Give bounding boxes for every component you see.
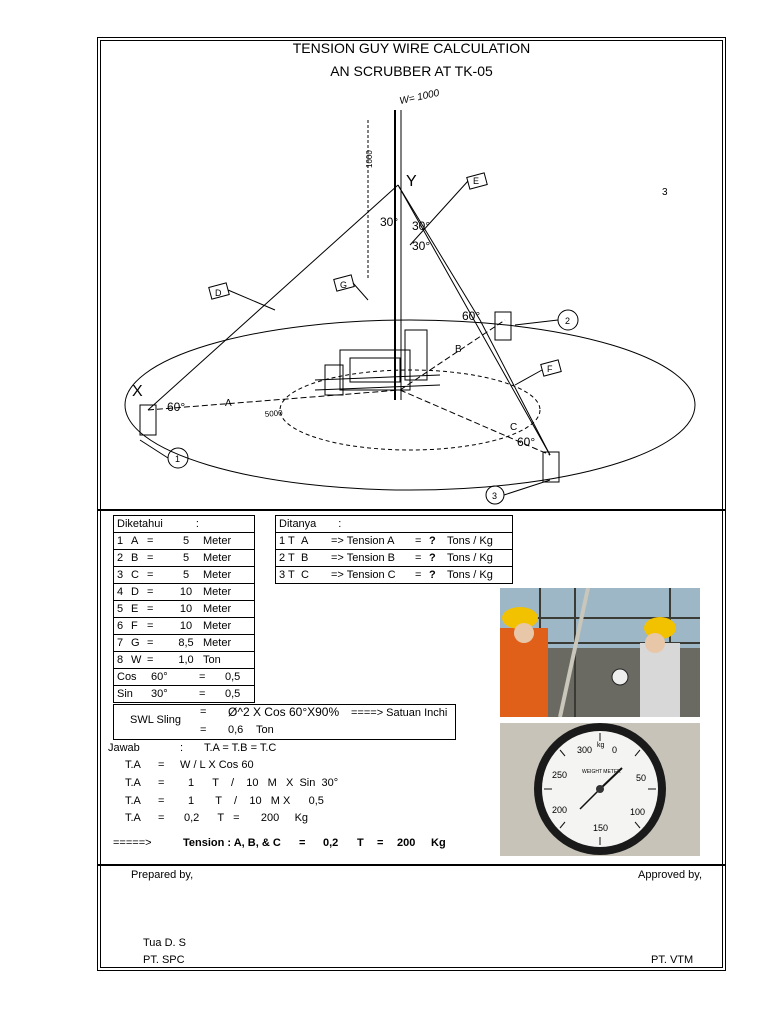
preparer-company: PT. SPC xyxy=(143,954,185,966)
swl-box: SWL Sling = Ø^2 X Cos 60°X90% ====> Satuan Inchi = 0,6 Ton xyxy=(113,704,456,740)
angle-60-right: 60° xyxy=(462,309,481,323)
approved-by-label: Approved by, xyxy=(638,869,703,881)
weight-meter-photo xyxy=(500,723,700,856)
known-row: 4 D = 10 Meter xyxy=(114,584,255,601)
formula-line: 0,2 T = 200 Kg xyxy=(184,812,309,824)
gauge-mark-250: 250 xyxy=(552,770,568,780)
dimension-5000: 5000 xyxy=(264,408,283,419)
known-row: 6 F = 10 Meter xyxy=(114,618,255,635)
document-subtitle: AN SCRUBBER AT TK-05 xyxy=(330,63,493,79)
tag-G: G xyxy=(340,280,348,290)
asked-row: 2 T B => Tension B = ? Tons / Kg xyxy=(276,550,513,567)
sin-row: Sin 30° = 0,5 xyxy=(114,686,255,703)
preparer-name: Tua D. S xyxy=(143,937,186,949)
label-B: B xyxy=(455,344,462,355)
divider-diagram xyxy=(97,509,726,511)
tag-E: E xyxy=(473,176,480,186)
weight-label: W= 1000 xyxy=(398,87,441,108)
swl-result: 0,6 xyxy=(228,724,244,736)
gauge-unit: kg xyxy=(597,742,605,749)
known-row: 2 B = 5 Meter xyxy=(114,550,255,567)
swl-formula: Ø^2 X Cos 60°X90% xyxy=(228,705,340,719)
known-row: 3 C = 5 Meter xyxy=(114,567,255,584)
angle-60-left: 60° xyxy=(167,400,186,414)
guy-wire-diagram xyxy=(110,80,720,505)
outer-ground-circle xyxy=(125,320,695,490)
formula-line: 1 T / 10 M X 0,5 xyxy=(188,795,324,807)
angle-30-a: 30° xyxy=(380,215,399,229)
angle-30-c: 30° xyxy=(412,239,431,253)
apex-label: Y xyxy=(406,173,417,190)
guy-wire-E xyxy=(398,185,480,320)
document-title: TENSION GUY WIRE CALCULATION xyxy=(292,40,531,56)
worker-right xyxy=(640,643,680,717)
angle-30-b: 30° xyxy=(412,219,431,233)
swl-unit-note: ====> Satuan Inchi xyxy=(351,707,448,719)
approver-company: PT. VTM xyxy=(651,954,694,966)
gauge-mark-300: 300 xyxy=(577,745,593,755)
workers-photo xyxy=(500,588,700,717)
known-row: 5 E = 10 Meter xyxy=(114,601,255,618)
gauge-mark-200: 200 xyxy=(552,805,568,815)
guy-wire-F xyxy=(480,320,550,455)
asked-header: Ditanya : xyxy=(276,516,513,533)
angle-60-bottom: 60° xyxy=(517,435,536,449)
anchor-2-number: 2 xyxy=(565,316,571,326)
anchor-post-2 xyxy=(495,312,511,340)
divider-signatures xyxy=(97,864,726,866)
known-row: 8 W = 1,0 Ton xyxy=(114,652,255,669)
formula-line: 1 T / 10 M X Sin 30° xyxy=(188,777,339,789)
asked-row: 1 T A => Tension A = ? Tons / Kg xyxy=(276,533,513,550)
tag-F: F xyxy=(547,364,553,374)
known-row: 1 A = 5 Meter xyxy=(114,533,255,550)
left-anchor-label: X xyxy=(132,383,143,400)
stray-mark: 3 xyxy=(662,187,668,198)
known-values-table xyxy=(113,515,255,703)
gauge-mark-100: 100 xyxy=(630,807,646,817)
final-result: =====> Tension : A, B, & C = 0,2 T = 200 Kg xyxy=(113,837,446,849)
formula-line: W / L X Cos 60 xyxy=(180,759,254,771)
known-row: 7 G = 8,5 Meter xyxy=(114,635,255,652)
anchor-3-number: 3 xyxy=(492,491,498,501)
gauge-mark-0: 0 xyxy=(612,745,618,755)
swl-label: SWL Sling xyxy=(130,714,181,726)
label-A: A xyxy=(225,398,232,409)
asked-row: 3 T C => Tension C = ? Tons / Kg xyxy=(276,567,513,584)
asked-values-table xyxy=(275,515,513,584)
label-C: C xyxy=(510,422,518,433)
ground-line-A xyxy=(148,390,400,410)
gauge-caption: WEIGHT METER xyxy=(582,769,621,775)
gauge-mark-150: 150 xyxy=(593,823,609,833)
gauge-mark-50: 50 xyxy=(636,773,647,783)
anchor-1-number: 1 xyxy=(175,454,181,464)
answer-label: Jawab xyxy=(108,742,140,754)
tag-D: D xyxy=(215,288,222,298)
tension-relation: T.A = T.B = T.C xyxy=(204,742,277,754)
known-header: Diketahui : xyxy=(114,516,255,533)
gauge-small-icon xyxy=(612,669,628,685)
prepared-by-label: Prepared by, xyxy=(131,869,194,881)
cos-row: Cos 60° = 0,5 xyxy=(114,669,255,686)
guy-wire-D xyxy=(148,185,398,410)
dimension-1000: 1000 xyxy=(365,150,374,168)
